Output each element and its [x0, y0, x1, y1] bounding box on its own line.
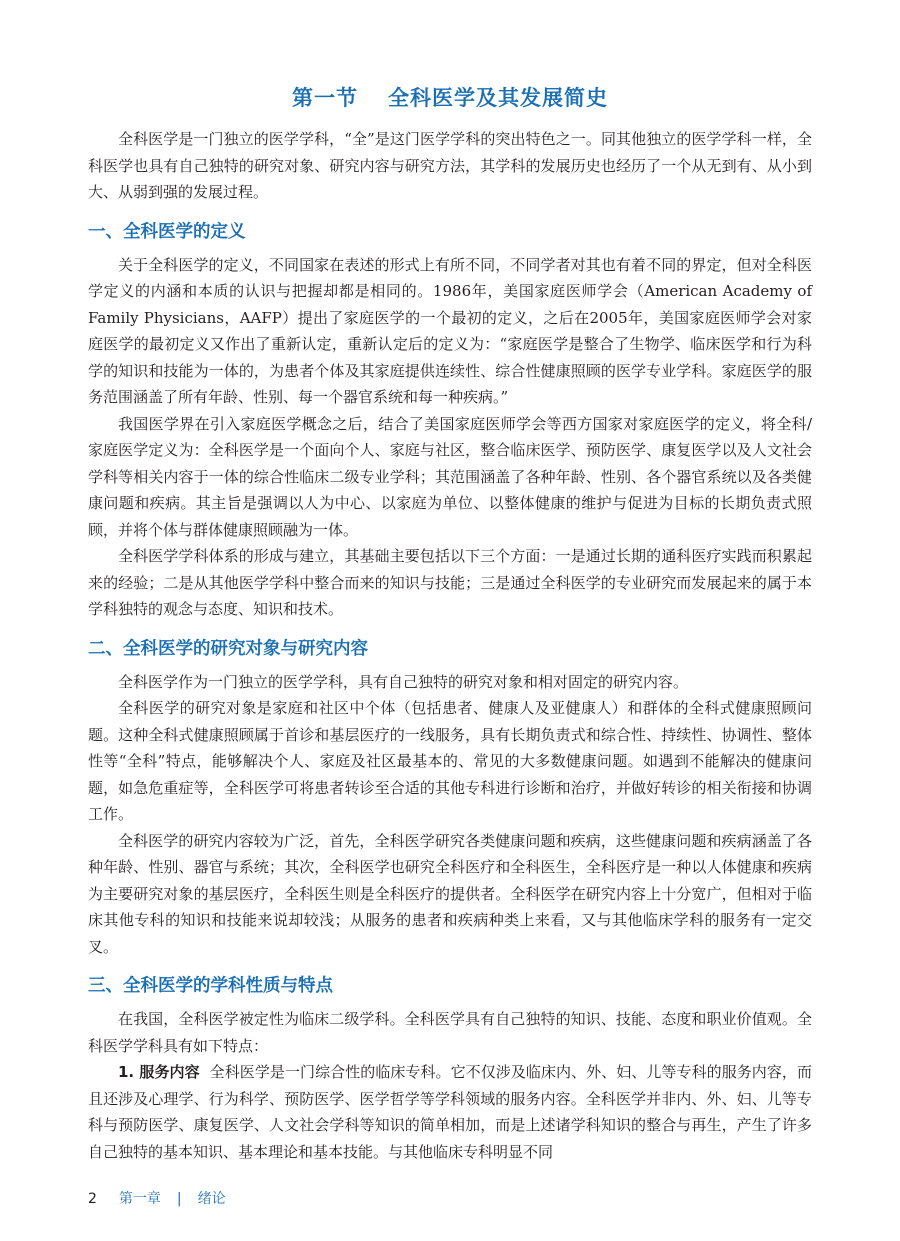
intro-paragraph: 全科医学是一门独立的医学学科，“全”是这门医学学科的突出特色之一。同其他独立的医学学科一样，全科医学也具有自己独特的研究对象、研究内容与研究方法，其学科的发展历史也经历了一个从无到有、从小到大、从弱到强的发展过程。	[88, 130, 812, 201]
paragraph: 全科医学的研究内容较为广泛，首先，全科医学研究各类健康问题和疾病，这些健康问题和疾病涵盖了各种年龄、性别、器官与系统；其次，全科医学也研究全科医疗和全科医生，全科医疗是一种以人体健康和疾病为主要研究对象的基层医疗，全科医生则是全科医疗的提供者。全科医学在研究内容上十分宽广，但相对于临床其他专科的知识和技能来说却较浅；从服务的患者和疾病种类上来看，又与其他临床学科的服务有一定交叉。	[88, 831, 812, 956]
paragraph: 全科医学学科体系的形成与建立，其基础主要包括以下三个方面：一是通过长期的通科医疗实践而积累起来的经验；二是从其他医学学科中整合而来的知识与技能；三是通过全科医学的专业研究而发展起来的属于本学科独特的观念与态度、知识和技术。	[88, 547, 812, 618]
section-number: 第一节	[292, 86, 358, 110]
paragraph: 我国医学界在引入家庭医学概念之后，结合了美国家庭医师学会等西方国家对家庭医学的定义，将全科/家庭医学定义为：全科医学是一个面向个人、家庭与社区，整合临床医学、预防医学、康复医学以及人文社会学科等相关内容于一体的综合性临床二级专业学科；其范围涵盖了各种年龄、性别、各个器官系统以及各类健康问题和疾病。其主旨是强调以人为中心、以家庭为单位、以整体健康的维护与促进为目标的长期负责式照顾，并将个体与群体健康照顾融为一体。	[88, 414, 812, 539]
heading-research: 二、全科医学的研究对象与研究内容	[88, 638, 368, 659]
section-title	[0, 82, 900, 112]
page-footer	[88, 1188, 226, 1208]
paragraph: 关于全科医学的定义，不同国家在表述的形式上有所不同，不同学者对其也有着不同的界定，但对全科医学定义的内涵和本质的认识与把握却都是相同的。1986年，美国家庭医师学会（American Academy of Family Physicians，AAFP）提出了家庭医学的一个最初的定义，之后在2005年，美国家庭医师学会对家庭医学的最初定义又作出了重新认定，重新认定后的定义为：“家庭医学是整合了生物学、临床医学和行为科学的知识和技能为一体的，为患者个体及其家庭提供连续性、综合性健康照顾的医学专业学科。家庭医学的服务范围涵盖了所有年龄、性别、每一个器官系统和每一种疾病。”	[88, 255, 812, 406]
page-number: 2	[88, 1191, 97, 1207]
section-name: 全科医学及其发展简史	[388, 86, 608, 110]
heading-definition: 一、全科医学的定义	[88, 221, 246, 242]
paragraph: 在我国，全科医学被定性为临床二级学科。全科医学具有自己独特的知识、技能、态度和职业价值观。全科医学学科具有如下特点：	[88, 1010, 812, 1055]
paragraph: 全科医学的研究对象是家庭和社区中个体（包括患者、健康人及亚健康人）和群体的全科式健康照顾问题。这种全科式健康照顾属于首诊和基层医疗的一线服务，具有长期负责式和综合性、持续性、协调性、整体性等“全科”特点，能够解决个人、家庭及社区最基本的、常见的大多数健康问题。如遇到不能解决的健康问题，如急危重症等，全科医学可将患者转诊至合适的其他专科进行诊断和治疗，并做好转诊的相关衔接和协调工作。	[88, 699, 812, 823]
footer-separator: |	[176, 1191, 182, 1207]
chapter-title: 绪论	[197, 1191, 226, 1207]
heading-nature: 三、全科医学的学科性质与特点	[88, 976, 333, 996]
page-content	[88, 126, 812, 1165]
list-item-service	[88, 1059, 812, 1165]
item-lead: 1. 服务内容	[118, 1063, 200, 1081]
paragraph: 全科医学作为一门独立的医学学科，具有自己独特的研究对象和相对固定的研究内容。	[118, 672, 689, 691]
item-text: 全科医学是一门综合性的临床专科。它不仅涉及临床内、外、妇、儿等专科的服务内容，而且还涉及心理学、行为科学、预防医学、医学哲学等学科领域的服务内容。全科医学并非内、外、妇、儿等专科与预防医学、康复医学、人文社会学科等知识的简单相加，而是上述诸学科知识的整合与再生，产生了许多自己独特的基本知识、基本理论和基本技能。与其他临床专科明显不同	[88, 1063, 812, 1161]
chapter-label: 第一章	[118, 1191, 161, 1207]
